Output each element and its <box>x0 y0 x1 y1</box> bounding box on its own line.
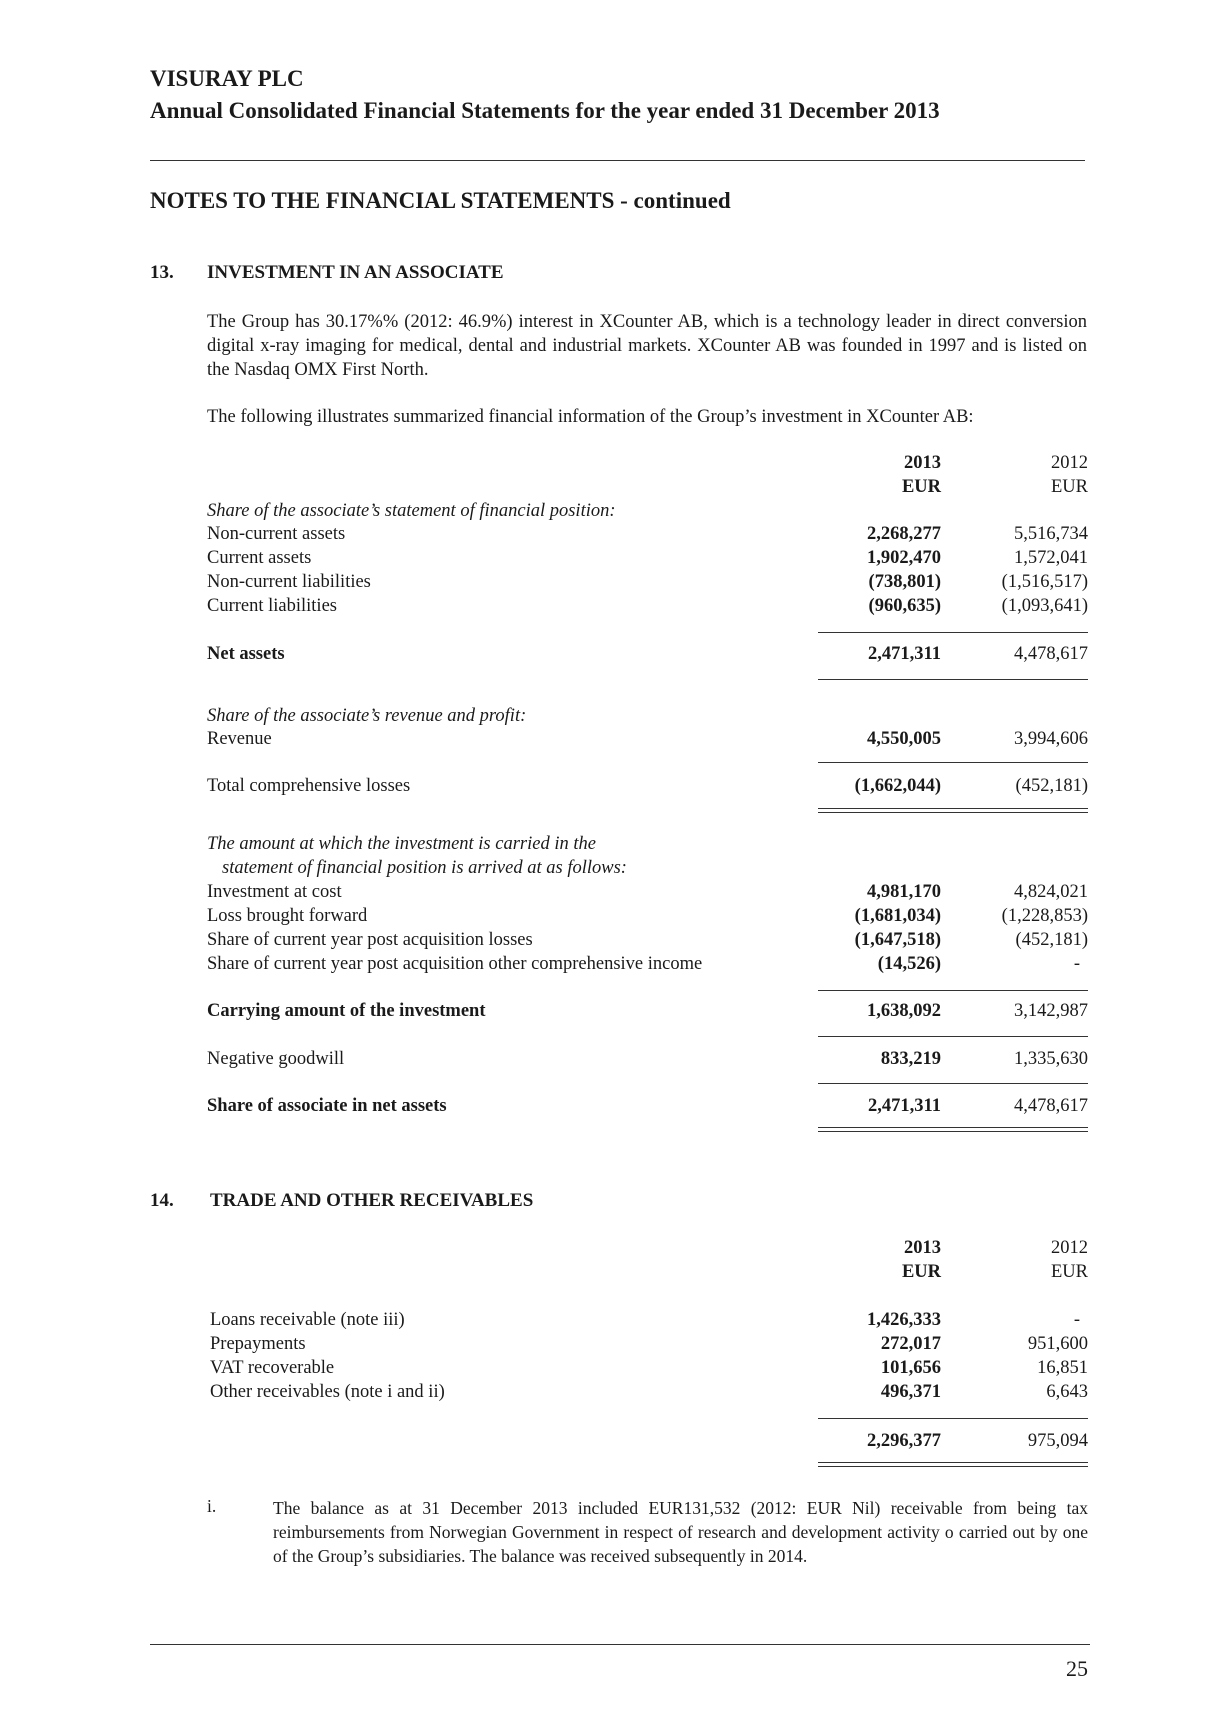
table-row: Other receivables (note i and ii) 496,371 6,643 <box>210 1382 1088 1402</box>
share-net-assets-row: Share of associate in net assets 2,471,311 4,478,617 <box>207 1096 1088 1116</box>
subtotal-rule <box>818 1083 1088 1084</box>
col-2012-currency: EUR <box>1051 1262 1088 1282</box>
section-14-title: TRADE AND OTHER RECEIVABLES <box>210 1190 534 1211</box>
col-2012-year: 2012 <box>1051 453 1088 473</box>
company-name: VISURAY PLC <box>150 66 304 91</box>
table-row: Prepayments 272,017 951,600 <box>210 1334 1088 1354</box>
col-2013-currency: EUR <box>901 1262 941 1282</box>
subtotal-rule <box>818 632 1088 633</box>
note-i-number: i. <box>207 1496 217 1516</box>
table-row: Loans receivable (note iii) 1,426,333 - <box>210 1310 1080 1330</box>
carrying-amount-row: Carrying amount of the investment 1,638,092 3,142,987 <box>207 1001 1088 1021</box>
subtotal-rule <box>818 1036 1088 1037</box>
subtotal-rule <box>818 762 1088 763</box>
header-divider <box>150 160 1085 161</box>
table-row: Investment at cost 4,981,170 4,824,021 <box>207 882 1088 902</box>
table-row: VAT recoverable 101,656 16,851 <box>210 1358 1088 1378</box>
total-rule <box>818 679 1088 680</box>
section-13-paragraph-2: The following illustrates summarized financial information of the Group’s investment in XCounter AB: <box>207 407 974 427</box>
notes-heading: NOTES TO THE FINANCIAL STATEMENTS - continued <box>150 188 731 213</box>
col-2013-year: 2013 <box>904 453 941 473</box>
section-14-number: 14. <box>150 1190 174 1211</box>
table-row: Share of current year post acquisition other comprehensive income (14,526) - <box>207 954 1080 974</box>
table-row: Current liabilities (960,635) (1,093,641) <box>207 596 1088 616</box>
page-number: 25 <box>1066 1656 1088 1681</box>
subtotal-rule <box>818 1418 1088 1419</box>
section-13-number: 13. <box>150 262 174 283</box>
col-2013-year: 2013 <box>904 1238 941 1258</box>
revenue-heading: Share of the associate’s revenue and profit: <box>207 706 527 726</box>
position-heading: Share of the associate’s statement of financial position: <box>207 501 616 521</box>
revenue-row: Revenue 4,550,005 3,994,606 <box>207 729 1088 749</box>
double-total-rule <box>818 1127 1088 1132</box>
section-13-paragraph-1: The Group has 30.17%% (2012: 46.9%) interest in XCounter AB, which is a technology leader in direct conversion digital x-ray imaging for medical, dental and industrial markets. XCounter AB was founded in 1997 and is listed on the Nasdaq OMX First North. <box>207 312 1087 380</box>
table-row: Share of current year post acquisition losses (1,647,518) (452,181) <box>207 930 1088 950</box>
col-2012-year: 2012 <box>1051 1238 1088 1258</box>
table-row: Non-current liabilities (738,801) (1,516,517) <box>207 572 1088 592</box>
table-row: Loss brought forward (1,681,034) (1,228,853) <box>207 906 1088 926</box>
footer-divider <box>150 1644 1090 1645</box>
carrying-heading-line-2: statement of financial position is arrived at as follows: <box>222 858 627 878</box>
col-2013-currency: EUR <box>901 477 941 497</box>
double-total-rule <box>818 1462 1088 1467</box>
net-assets-row: Net assets 2,471,311 4,478,617 <box>207 644 1088 664</box>
col-2012-currency: EUR <box>1051 477 1088 497</box>
receivables-total-row: 2,296,377 975,094 <box>867 1431 1088 1451</box>
table-row: Non-current assets 2,268,277 5,516,734 <box>207 524 1088 544</box>
negative-goodwill-row: Negative goodwill 833,219 1,335,630 <box>207 1049 1088 1069</box>
carrying-heading-line-1: The amount at which the investment is carried in the <box>207 834 596 854</box>
double-total-rule <box>818 808 1088 813</box>
document-subtitle: Annual Consolidated Financial Statements for the year ended 31 December 2013 <box>150 98 940 123</box>
total-losses-row: Total comprehensive losses (1,662,044) (452,181) <box>207 776 1088 796</box>
section-13-title: INVESTMENT IN AN ASSOCIATE <box>207 262 504 283</box>
table-row: Current assets 1,902,470 1,572,041 <box>207 548 1088 568</box>
subtotal-rule <box>818 990 1088 991</box>
note-i-text: The balance as at 31 December 2013 included EUR131,532 (2012: EUR Nil) receivable from being tax reimbursements from Norwegian Government in respect of research and development activity o carried out by one of the Group’s subsidiaries. The balance was received subsequently in 2014. <box>273 1498 1088 1566</box>
